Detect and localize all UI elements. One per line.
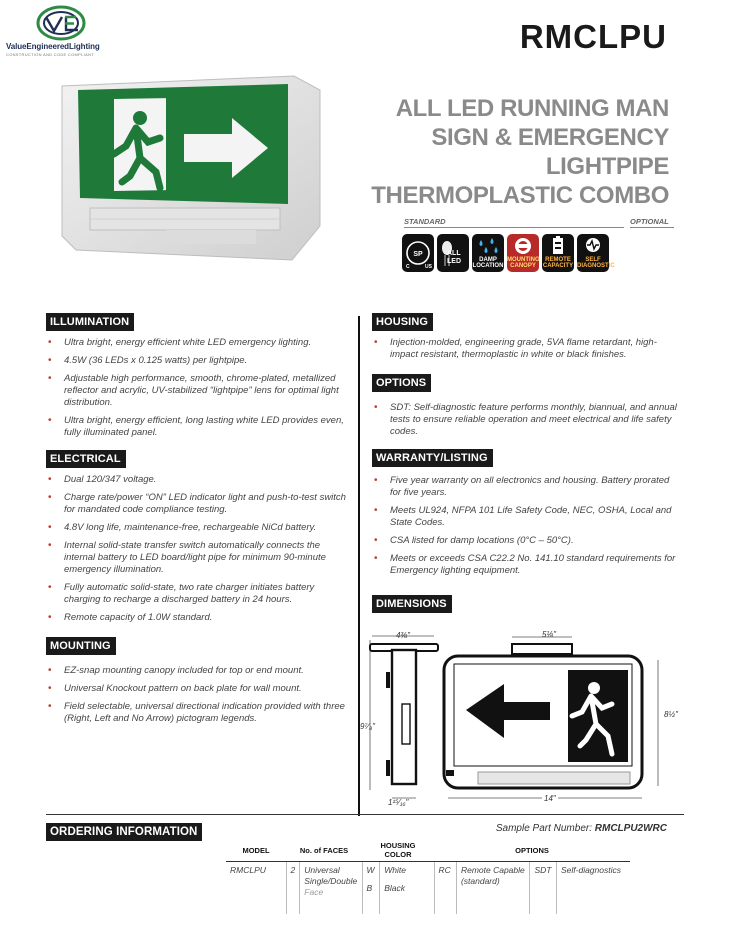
list-item: • 4.5W (36 LEDs x 0.125 watts) per lightpipe. xyxy=(46,355,352,367)
opt1-code-cell: RC xyxy=(434,862,456,914)
headline-line: THERMOPLASTIC COMBO xyxy=(371,182,669,209)
header-faces: No. of FACES xyxy=(286,839,362,862)
color-code-cell xyxy=(362,862,380,914)
right-column xyxy=(372,312,682,613)
list-item: • Remote capacity of 1.0W standard. xyxy=(46,612,352,624)
electrical-list xyxy=(46,474,352,624)
section-title-illumination: ILLUMINATION xyxy=(46,313,134,331)
illumination-list xyxy=(46,337,352,439)
list-item: • Dual 120/347 voltage. xyxy=(46,474,352,486)
color-name-black: Black xyxy=(384,883,406,893)
list-item: • Meets UL924, NFPA 101 Life Safety Code, NEC, OSHA, Local and State Codes. xyxy=(372,505,682,529)
ordering-section xyxy=(46,822,202,841)
dimensions-drawing xyxy=(358,630,688,812)
options-list xyxy=(372,402,682,438)
remote-capacity-badge xyxy=(542,234,574,272)
front-width-dimension: 14" xyxy=(544,794,556,803)
mounting-canopy-label: MOUNTING CANOPY xyxy=(507,257,540,269)
list-item: • Ultra bright, energy efficient, long lasting white LED provides even, fully illuminated panel. xyxy=(46,415,352,439)
mounting-list xyxy=(46,665,352,725)
list-item: • Fully automatic solid-state, two rate charger initiates battery charging to recharge a discharged battery in 24 hours. xyxy=(46,582,352,606)
brand-name: ValueEngineeredLighting xyxy=(6,42,100,51)
opt1-desc-cell: Remote Capable (standard) xyxy=(456,862,530,914)
mounting-section xyxy=(46,636,352,725)
model-cell: RMCLPU xyxy=(226,862,286,914)
section-title-warranty: WARRANTY/LISTING xyxy=(372,449,493,467)
all-led-badge xyxy=(437,234,469,272)
list-item: • Charge rate/power “ON” LED indicator light and push-to-test switch for mandated code compliance testing. xyxy=(46,492,352,516)
front-canopy-dimension: 5⅛" xyxy=(542,630,556,639)
model-title: RMCLPU xyxy=(519,18,667,55)
list-item: • 4.8V long life, maintenance-free, rechargeable NiCd battery. xyxy=(46,522,352,534)
damp-location-label: DAMP LOCATION xyxy=(472,257,504,269)
remote-capacity-label: REMOTE CAPACITY xyxy=(542,257,574,269)
brand-tagline: CONSTRUCTION AND CODE COMPLIANT xyxy=(6,52,94,57)
faces-desc: Universal Single/Double xyxy=(304,865,358,886)
faces-code-cell: 2 xyxy=(286,862,300,914)
header-color: HOUSING COLOR xyxy=(362,839,434,862)
mounting-canopy-badge xyxy=(507,234,539,272)
color-name-white: White xyxy=(384,865,406,875)
headline-line: SIGN & EMERGENCY xyxy=(431,124,669,151)
list-item: • Field selectable, universal directional indication provided with three (Right, Left and No Arrow) pictogram legends. xyxy=(46,701,352,725)
list-item: • Universal Knockout pattern on back plate for wall mount. xyxy=(46,683,352,695)
section-title-electrical: ELECTRICAL xyxy=(46,450,126,468)
side-depth-dimension: 1¹⁵⁄₁₆" xyxy=(388,798,409,807)
headline-line: LIGHTPIPE xyxy=(545,153,669,180)
opt2-desc-cell: Self-diagnostics xyxy=(560,865,621,875)
csa-us-icon xyxy=(402,234,434,272)
warranty-section xyxy=(372,448,682,577)
electrical-section xyxy=(46,449,352,624)
housing-section xyxy=(372,312,682,361)
housing-list xyxy=(372,337,682,361)
faces-desc-tail: Face xyxy=(304,887,324,897)
bottom-rule xyxy=(46,814,684,815)
options-section xyxy=(372,373,682,438)
list-item: • Meets or exceeds CSA C22.2 No. 141.10 standard requirements for Emergency lighting equipment. xyxy=(372,553,682,577)
list-item: • Internal solid-state transfer switch automatically connects the internal battery to LED board/light pipe for minimum 90-minute emergency illumination. xyxy=(46,540,352,576)
sample-part-number xyxy=(496,823,667,834)
section-title-dimensions: DIMENSIONS xyxy=(372,595,452,613)
standard-rule xyxy=(404,227,624,228)
list-item: • Five year warranty on all electronics and housing. Battery prorated for five years. xyxy=(372,475,682,499)
sample-value: RMCLPU2WRC xyxy=(594,823,667,834)
table-header-row xyxy=(226,839,630,862)
section-title-options: OPTIONS xyxy=(372,374,431,392)
section-title-mounting: MOUNTING xyxy=(46,637,116,655)
product-headline xyxy=(371,94,669,210)
table-row xyxy=(226,862,630,914)
headline-line: ALL LED RUNNING MAN xyxy=(395,95,669,122)
self-diagnostic-label: SELF DIAGNOSTIC xyxy=(577,257,615,269)
color-code-b: B xyxy=(366,883,373,893)
front-height-dimension: 8½" xyxy=(664,710,678,719)
warranty-list xyxy=(372,475,682,577)
opt2-code-cell: SDT xyxy=(530,862,557,914)
sample-label: Sample Part Number: xyxy=(495,823,592,834)
color-code-w: W xyxy=(366,865,375,875)
damp-location-badge xyxy=(472,234,504,272)
illumination-section xyxy=(46,312,352,439)
all-led-label: ALL LED xyxy=(447,250,461,265)
color-name-cell xyxy=(380,862,434,914)
list-item: • Ultra bright, energy efficient white LED emergency lighting. xyxy=(46,337,352,349)
list-item: • Adjustable high performance, smooth, chrome-plated, metallized reflector and acrylic, UV-stabilized “lightpipe” lens for optimal light distribution. xyxy=(46,373,352,409)
exit-sign-product-photo xyxy=(56,76,328,260)
list-item: • SDT: Self-diagnostic feature performs monthly, biannual, and annual tests to ensure reliable operation and meet electrical and life safety codes. xyxy=(372,402,682,438)
optional-label: OPTIONAL xyxy=(630,217,669,226)
side-top-dimension: 4⅜" xyxy=(396,631,410,640)
list-item: • Injection-molded, engineering grade, 5VA flame retardant, high-impact resistant, thermoplastic in white or black finishes. xyxy=(372,337,682,361)
side-height-dimension: 9⁷⁄₈" xyxy=(360,722,376,731)
standard-label: STANDARD xyxy=(404,217,446,226)
self-diagnostic-badge xyxy=(577,234,615,272)
left-column xyxy=(46,312,352,735)
svg-text:C: C xyxy=(406,264,410,270)
header-options: OPTIONS xyxy=(434,839,630,862)
feature-badges xyxy=(402,234,615,272)
csa-us-badge xyxy=(402,234,434,272)
dimension-diagram xyxy=(358,630,688,812)
list-item: • CSA listed for damp locations (0°C – 50°C). xyxy=(372,535,682,547)
header-model: MODEL xyxy=(226,839,286,862)
faces-desc-cell xyxy=(300,862,362,914)
svg-text:SP: SP xyxy=(413,251,423,258)
section-title-ordering: ORDERING INFORMATION xyxy=(46,823,202,841)
section-title-housing: HOUSING xyxy=(372,313,433,331)
optional-rule xyxy=(630,227,674,228)
svg-text:US: US xyxy=(425,264,432,270)
list-item: • EZ-snap mounting canopy included for top or end mount. xyxy=(46,665,352,677)
ordering-table xyxy=(226,839,630,914)
